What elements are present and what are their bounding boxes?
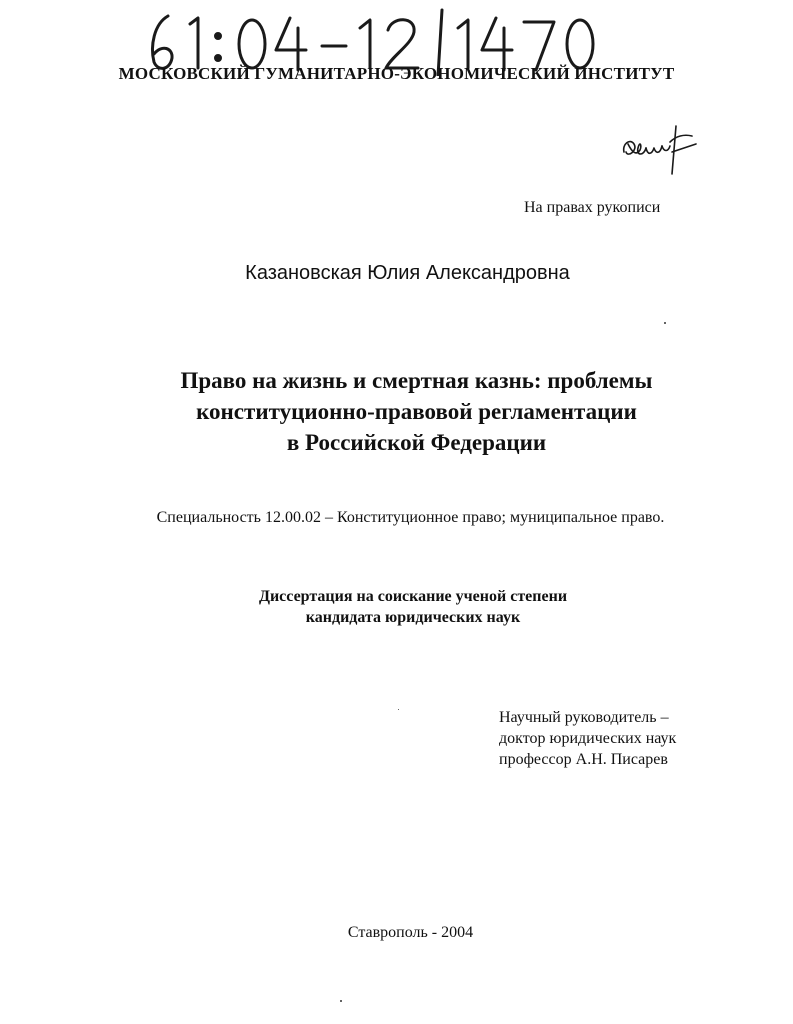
- institute-name: МОСКОВСКИЙ ГУМАНИТАРНО-ЭКОНОМИЧЕСКИЙ ИНСТИТУТ: [118, 64, 675, 83]
- scientific-supervisor: [499, 707, 676, 770]
- supervisor-line: доктор юридических наук: [499, 730, 677, 747]
- dissertation-title: [0, 365, 793, 458]
- title-line: Право на жизнь и смертная казнь: проблемы: [180, 368, 653, 393]
- signature: [618, 122, 698, 178]
- supervisor-line: Научный руководитель –: [499, 709, 669, 726]
- author-name: Казановская Юлия Александровна: [245, 262, 570, 284]
- supervisor-line: профессор А.Н. Писарев: [499, 751, 668, 768]
- degree-line: Диссертация на соискание ученой степени: [258, 588, 568, 605]
- degree-line: кандидата юридических наук: [305, 609, 521, 626]
- scan-speck: [398, 709, 399, 710]
- degree-statement: [0, 586, 793, 628]
- specialty: Специальность 12.00.02 – Конституционное право; муниципальное право.: [156, 509, 665, 526]
- title-line: конституционно-правовой регламентации: [196, 399, 637, 424]
- manuscript-rights-note: На правах рукописи: [524, 199, 661, 216]
- scan-speck: [664, 322, 666, 324]
- scan-speck: [340, 1000, 342, 1002]
- place-and-year: Ставрополь - 2004: [347, 924, 474, 941]
- title-line: в Российской Федерации: [286, 430, 547, 455]
